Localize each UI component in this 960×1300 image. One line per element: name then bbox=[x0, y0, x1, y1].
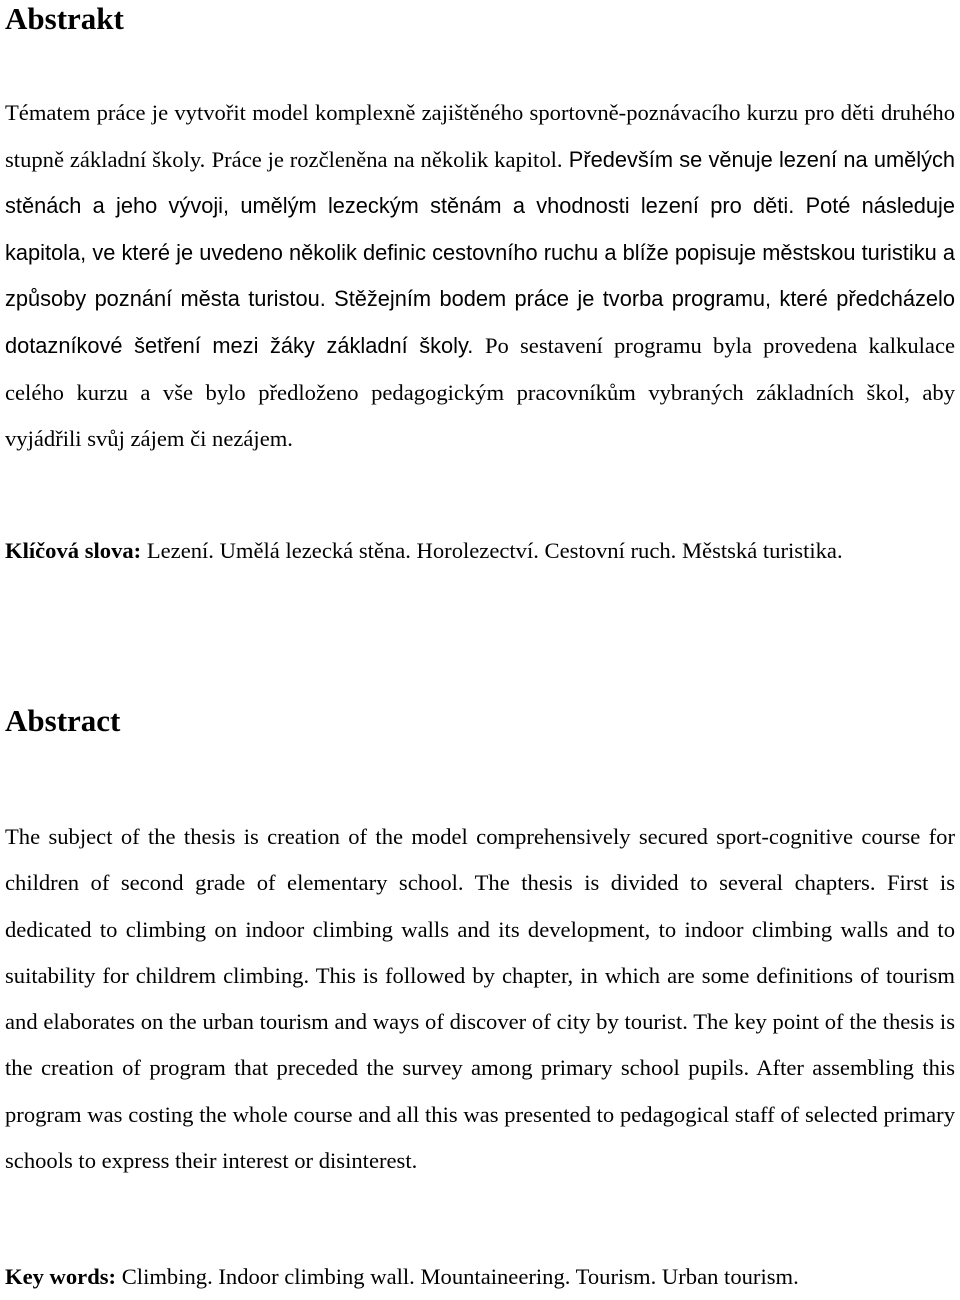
czech-sentence-3: Především se věnuje lezení na umělých stěnách a jeho vývoji, umělým lezeckým stěnám a vhodnosti lezení pro děti. bbox=[5, 146, 955, 219]
czech-sentence-1: Tématem práce je vytvořit model komplexně zajištěného sportovně-poznávacího kurzu pro děti druhého stupně základní školy. bbox=[5, 100, 955, 172]
czech-sentence-5: Stěžejním bodem práce je tvorba programu, které předcházelo dotazníkové šetření mezi žáky základní školy. bbox=[5, 286, 956, 358]
czech-sentence-6: Po sestavení programu byla provedena kalkulace celého kurzu a vše bylo předloženo pedagogickým pracovníkům vybraných základních škol, aby vyjádřili svůj zájem či nezájem. bbox=[5, 332, 955, 452]
czech-keywords bbox=[5, 528, 955, 574]
english-keywords bbox=[5, 1254, 955, 1300]
english-keywords-text: Climbing. Indoor climbing wall. Mountaineering. Tourism. Urban tourism. bbox=[121, 1264, 799, 1289]
english-abstract-text: The subject of the thesis is creation of the model comprehensively secured sport-cognitive course for children of second grade of elementary school. The thesis is divided to several chapters. First is dedicated to climbing on indoor climbing walls and its development, to indoor climbing walls and to suitability for childrem climbing. This is followed by chapter, in which are some definitions of tourism and elaborates on the urban tourism and ways of discover of city by tourist. The key point of the thesis is the creation of program that preceded the survey among primary school pupils. After assembling this program was costing the whole course and all this was presented to pedagogical staff of selected primary schools to express their interest or disinterest. bbox=[5, 824, 955, 1174]
english-keywords-label: Key words: bbox=[5, 1264, 117, 1289]
english-abstract-heading: Abstract bbox=[5, 703, 121, 738]
czech-keywords-text: Lezení. Umělá lezecká stěna. Horolezectví. Cestovní ruch. Městská turistika. bbox=[146, 538, 843, 563]
czech-keywords-label: Klíčová slova: bbox=[5, 538, 142, 563]
czech-sentence-4: Poté následuje kapitola, ve které je uvedeno několik definic cestovního ruchu a blíže popisuje městskou turistiku a způsoby poznání města turistou. bbox=[5, 193, 956, 312]
czech-sentence-2: Práce je rozčleněna na několik kapitol. bbox=[211, 146, 563, 172]
czech-abstract-heading: Abstrakt bbox=[5, 1, 124, 36]
czech-abstract-text bbox=[5, 90, 955, 463]
